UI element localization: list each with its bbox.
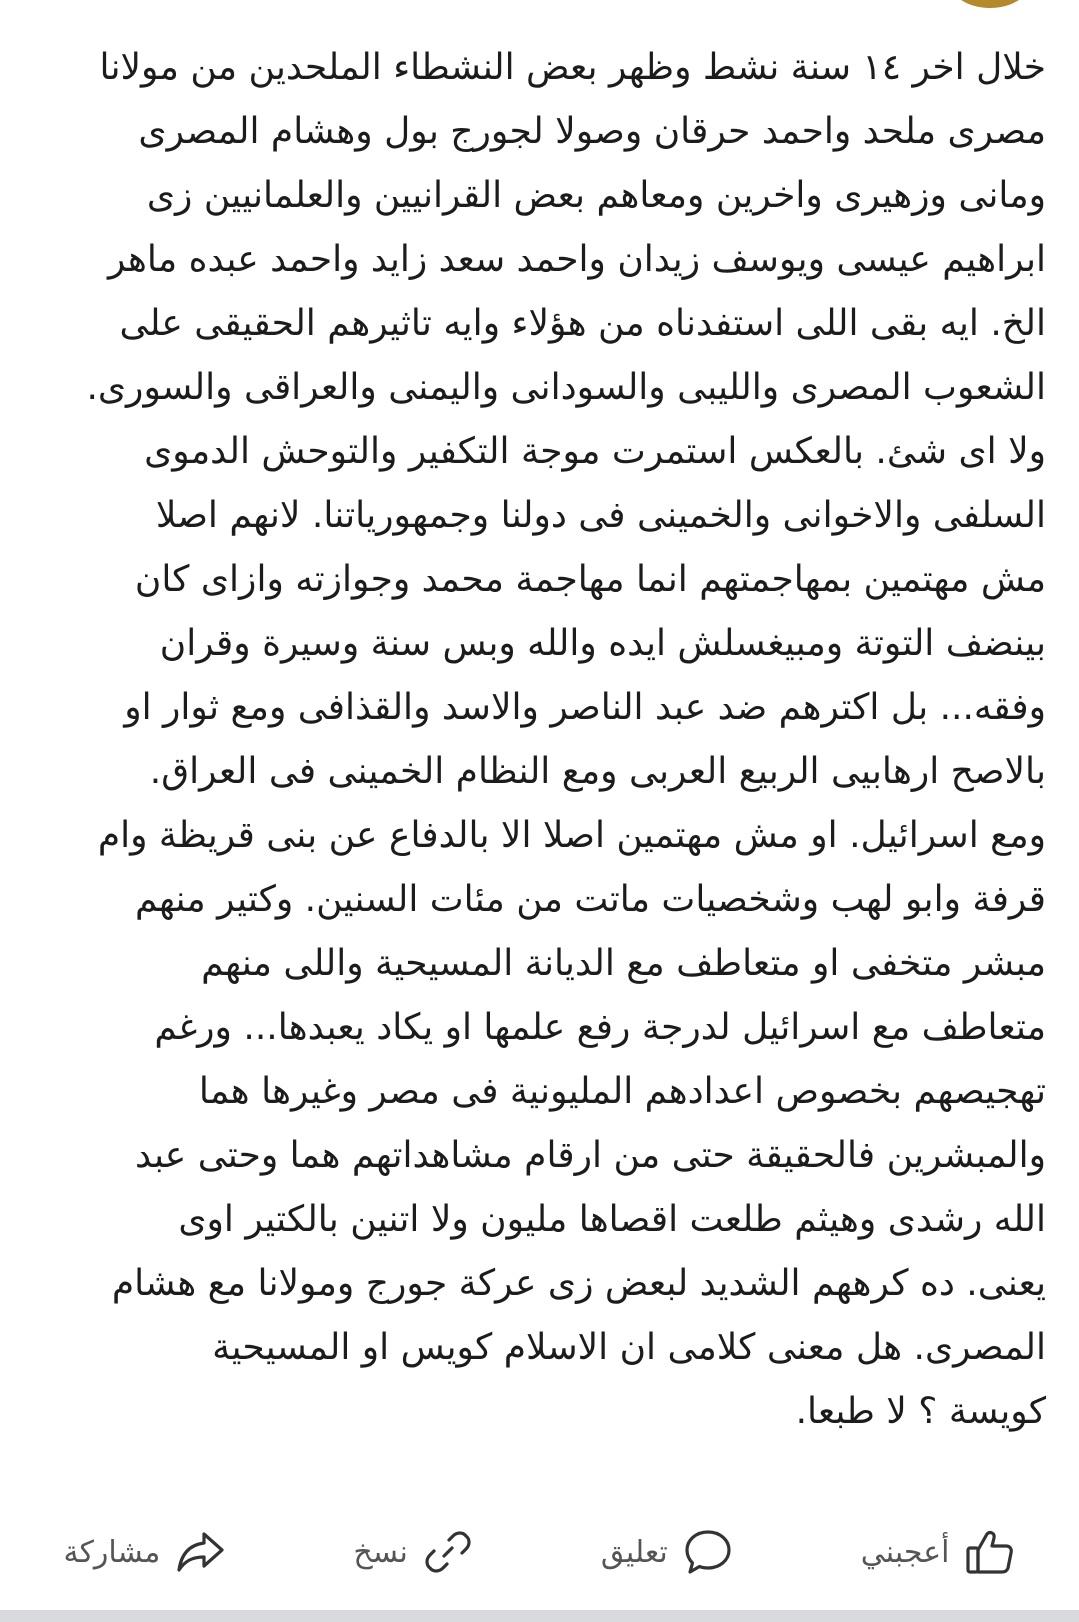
comment-bubble-icon	[682, 1526, 734, 1578]
copy-label: نسخ	[353, 1534, 408, 1570]
comment-button[interactable]	[601, 1526, 734, 1578]
avatar[interactable]	[950, 0, 1030, 8]
post-line: ومانى وزهيرى واخرين ومعاهم بعض القرانيين والعلمانيين زى	[146, 175, 1046, 216]
post-line: كويسة ؟ لا طبعا.	[795, 1391, 1046, 1432]
copy-link-button[interactable]	[353, 1526, 473, 1578]
share-button[interactable]	[64, 1526, 227, 1578]
like-label: أعجبني	[860, 1534, 950, 1570]
post-line: قرفة وابو لهب وشخصيات ماتت من مئات السنين. وكتير منهم	[134, 879, 1046, 920]
post-text	[30, 36, 1046, 1444]
post-line: خلال اخر ١٤ سنة نشط وظهر بعض النشطاء الملحدين من مولانا	[99, 47, 1046, 88]
bottom-divider	[0, 1610, 1079, 1622]
post-line: ابراهيم عيسى ويوسف زيدان واحمد سعد زايد واحمد عبده ماهر	[108, 239, 1046, 280]
post-line: السلفى والاخوانى والخمينى فى دولنا وجمهورياتنا. لانهم اصلا	[155, 495, 1046, 536]
post-line: ومع اسرائيل. او مش مهتمين اصلا الا بالدفاع عن بنى قريظة وام	[97, 815, 1046, 856]
post-line: مش مهتمين بمهاجمتهم انما مهاجمة محمد وجوازته وازاى كان	[134, 559, 1046, 600]
post-line: تهجيصهم بخصوص اعدادهم المليونية فى مصر وغيرها هما	[198, 1071, 1046, 1112]
post-line: بالاصح ارهابيى الربيع العربى ومع النظام الخمينى فى العراق.	[149, 751, 1046, 792]
post-line: مبشر متخفى او متعاطف مع الديانة المسيحية واللى منهم	[201, 943, 1046, 984]
post-line: يعنى. ده كرههم الشديد لبعض زى عركة جورج ومولانا مع هشام	[111, 1263, 1046, 1304]
post-line: الشعوب المصرى والليبى والسودانى واليمنى والعراقى والسورى.	[86, 367, 1046, 408]
link-icon	[422, 1526, 474, 1578]
post-line: ولا اى شئ. بالعكس استمرت موجة التكفير والتوحش الدموى	[144, 431, 1046, 472]
post-line: متعاطف مع اسرائيل لدرجة رفع علمها او يكاد يعبدها... ورغم	[154, 1007, 1046, 1048]
post-line: وفقه... بل اكترهم ضد عبد الناصر والاسد والقذافى ومع ثوار او	[124, 687, 1046, 728]
share-arrow-icon	[174, 1526, 226, 1578]
post-line: الخ. ايه بقى اللى استفدناه من هؤلاء وايه تاثيرهم الحقيقى على	[119, 303, 1046, 344]
post-line: الله رشدى وهيثم طلعت اقصاها مليون ولا اتنين بالكتير اوى	[178, 1199, 1046, 1240]
thumbs-up-icon	[963, 1526, 1015, 1578]
post-line: والمبشرين فالحقيقة حتى من ارقام مشاهداتهم هما وحتى عبد	[135, 1135, 1046, 1176]
like-button[interactable]	[861, 1526, 1016, 1578]
post-line: مصرى ملحد واحمد حرقان وصولا لجورج بول وهشام المصرى	[138, 111, 1046, 152]
comment-label: تعليق	[600, 1534, 668, 1570]
post-action-bar	[0, 1506, 1079, 1598]
post-line: المصرى. هل معنى كلامى ان الاسلام كويس او المسيحية	[212, 1327, 1046, 1368]
post-line: بينضف التوتة ومبيغسلش ايده والله وبس سنة وسيرة وقران	[159, 623, 1046, 664]
share-label: مشاركة	[63, 1534, 161, 1570]
